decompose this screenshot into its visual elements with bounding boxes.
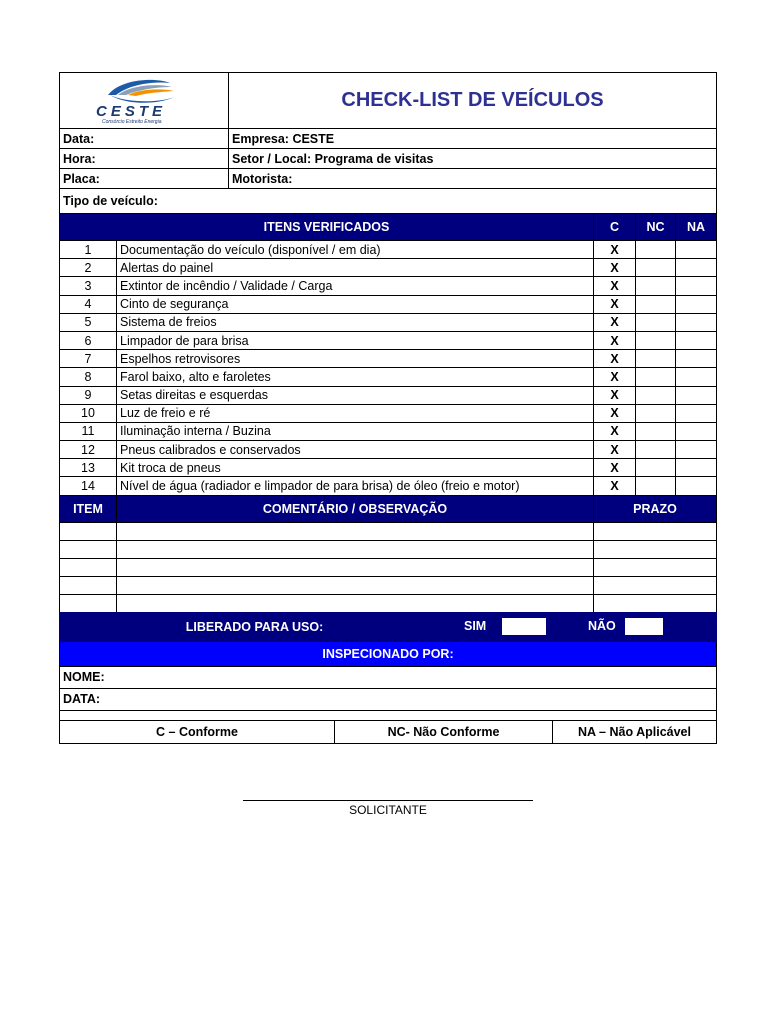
sim-checkbox[interactable]: [502, 618, 546, 635]
data-field[interactable]: Data:: [60, 129, 229, 149]
comment-row[interactable]: [60, 594, 717, 612]
data-assinatura-field[interactable]: DATA:: [60, 688, 717, 710]
item-c-mark[interactable]: X: [594, 404, 636, 422]
checklist-form: [59, 72, 716, 744]
item-header: ITEM: [60, 495, 117, 522]
prazo-header: PRAZO: [594, 495, 717, 522]
item-label: Iluminação interna / Buzina: [117, 422, 594, 440]
item-number: 13: [60, 459, 117, 477]
item-row: [60, 241, 717, 259]
item-label: Luz de freio e ré: [117, 404, 594, 422]
col-c-header: C: [594, 214, 636, 241]
item-row: [60, 422, 717, 440]
item-row: [60, 386, 717, 404]
item-nc-mark[interactable]: [636, 441, 676, 459]
col-na-header: NA: [676, 214, 717, 241]
item-nc-mark[interactable]: [636, 277, 676, 295]
item-label: Extintor de incêndio / Validade / Carga: [117, 277, 594, 295]
item-na-mark[interactable]: [676, 331, 717, 349]
item-number: 8: [60, 368, 117, 386]
item-label: Espelhos retrovisores: [117, 350, 594, 368]
item-number: 2: [60, 259, 117, 277]
legend-na: NA – Não Aplicável: [553, 720, 717, 743]
item-nc-mark[interactable]: [636, 313, 676, 331]
item-c-mark[interactable]: X: [594, 477, 636, 495]
svg-text:CESTE: CESTE: [96, 103, 167, 120]
item-na-mark[interactable]: [676, 368, 717, 386]
item-row: [60, 404, 717, 422]
item-c-mark[interactable]: X: [594, 259, 636, 277]
setor-field[interactable]: Setor / Local: Programa de visitas: [229, 149, 717, 169]
item-row: [60, 368, 717, 386]
item-nc-mark[interactable]: [636, 259, 676, 277]
item-label: Setas direitas e esquerdas: [117, 386, 594, 404]
item-label: Farol baixo, alto e faroletes: [117, 368, 594, 386]
item-nc-mark[interactable]: [636, 331, 676, 349]
svg-text:Consórcio Estreito Energia: Consórcio Estreito Energia: [102, 119, 162, 125]
item-c-mark[interactable]: X: [594, 313, 636, 331]
item-na-mark[interactable]: [676, 350, 717, 368]
item-c-mark[interactable]: X: [594, 331, 636, 349]
ceste-logo-icon: [60, 73, 229, 125]
spacer-row: [60, 710, 717, 720]
item-nc-mark[interactable]: [636, 422, 676, 440]
liberado-table: [59, 612, 717, 667]
sim-label: SIM: [464, 618, 487, 633]
item-label: Pneus calibrados e conservados: [117, 441, 594, 459]
item-row: [60, 295, 717, 313]
item-na-mark[interactable]: [676, 277, 717, 295]
header-table: [59, 72, 717, 129]
item-na-mark[interactable]: [676, 295, 717, 313]
item-nc-mark[interactable]: [636, 477, 676, 495]
item-number: 12: [60, 441, 117, 459]
nao-checkbox[interactable]: [625, 618, 663, 635]
item-number: 14: [60, 477, 117, 495]
item-na-mark[interactable]: [676, 404, 717, 422]
signature-label: SOLICITANTE: [349, 803, 427, 817]
item-na-mark[interactable]: [676, 422, 717, 440]
motorista-field[interactable]: Motorista:: [229, 169, 717, 189]
item-nc-mark[interactable]: [636, 241, 676, 259]
comment-header: COMENTÁRIO / OBSERVAÇÃO: [117, 495, 594, 522]
comment-row[interactable]: [60, 558, 717, 576]
items-table: [59, 213, 717, 496]
item-label: Sistema de freios: [117, 313, 594, 331]
signature-line[interactable]: [243, 800, 533, 801]
item-number: 1: [60, 241, 117, 259]
empresa-field[interactable]: Empresa: CESTE: [229, 129, 717, 149]
inspecionado-header: INSPECIONADO POR:: [60, 641, 717, 666]
item-number: 9: [60, 386, 117, 404]
item-number: 11: [60, 422, 117, 440]
item-label: Kit troca de pneus: [117, 459, 594, 477]
item-na-mark[interactable]: [676, 313, 717, 331]
nao-option[interactable]: [584, 612, 717, 641]
comment-row[interactable]: [60, 522, 717, 540]
item-nc-mark[interactable]: [636, 459, 676, 477]
item-row: [60, 459, 717, 477]
item-na-mark[interactable]: [676, 477, 717, 495]
item-c-mark[interactable]: X: [594, 368, 636, 386]
item-row: [60, 441, 717, 459]
legend-table: [59, 720, 717, 744]
item-na-mark[interactable]: [676, 459, 717, 477]
signature-block: [243, 800, 533, 817]
item-nc-mark[interactable]: [636, 295, 676, 313]
item-row: [60, 331, 717, 349]
item-c-mark[interactable]: X: [594, 422, 636, 440]
items-header: ITENS VERIFICADOS: [60, 214, 594, 241]
item-row: [60, 477, 717, 495]
liberado-label: LIBERADO PARA USO:: [60, 612, 450, 641]
item-number: 7: [60, 350, 117, 368]
item-nc-mark[interactable]: [636, 368, 676, 386]
item-row: [60, 313, 717, 331]
logo: [60, 73, 229, 129]
info-table: [59, 128, 717, 214]
comment-row[interactable]: [60, 576, 717, 594]
nao-label: NÃO: [588, 618, 616, 633]
sim-option[interactable]: [450, 612, 584, 641]
hora-field[interactable]: Hora:: [60, 149, 229, 169]
nome-field[interactable]: NOME:: [60, 666, 717, 688]
item-c-mark[interactable]: X: [594, 459, 636, 477]
item-row: [60, 350, 717, 368]
legend-nc: NC- Não Conforme: [335, 720, 553, 743]
item-label: Limpador de para brisa: [117, 331, 594, 349]
item-c-mark[interactable]: X: [594, 295, 636, 313]
item-c-mark[interactable]: X: [594, 277, 636, 295]
item-na-mark[interactable]: [676, 259, 717, 277]
item-label: Nível de água (radiador e limpador de para brisa) de óleo (freio e motor): [117, 477, 594, 495]
item-number: 3: [60, 277, 117, 295]
item-row: [60, 259, 717, 277]
item-row: [60, 277, 717, 295]
item-label: Cinto de segurança: [117, 295, 594, 313]
item-c-mark[interactable]: X: [594, 241, 636, 259]
item-nc-mark[interactable]: [636, 404, 676, 422]
item-label: Documentação do veículo (disponível / em dia): [117, 241, 594, 259]
page-title: CHECK-LIST DE VEÍCULOS: [229, 73, 717, 129]
inspector-table: [59, 666, 717, 721]
item-c-mark[interactable]: X: [594, 441, 636, 459]
placa-field[interactable]: Placa:: [60, 169, 229, 189]
item-c-mark[interactable]: X: [594, 350, 636, 368]
tipo-veiculo-field[interactable]: Tipo de veículo:: [60, 189, 717, 214]
comments-table: [59, 495, 717, 613]
item-number: 10: [60, 404, 117, 422]
item-na-mark[interactable]: [676, 441, 717, 459]
item-number: 4: [60, 295, 117, 313]
legend-c: C – Conforme: [60, 720, 335, 743]
item-na-mark[interactable]: [676, 241, 717, 259]
item-c-mark[interactable]: X: [594, 386, 636, 404]
item-na-mark[interactable]: [676, 386, 717, 404]
item-nc-mark[interactable]: [636, 386, 676, 404]
item-number: 5: [60, 313, 117, 331]
item-nc-mark[interactable]: [636, 350, 676, 368]
comment-row[interactable]: [60, 540, 717, 558]
item-number: 6: [60, 331, 117, 349]
col-nc-header: NC: [636, 214, 676, 241]
item-label: Alertas do painel: [117, 259, 594, 277]
